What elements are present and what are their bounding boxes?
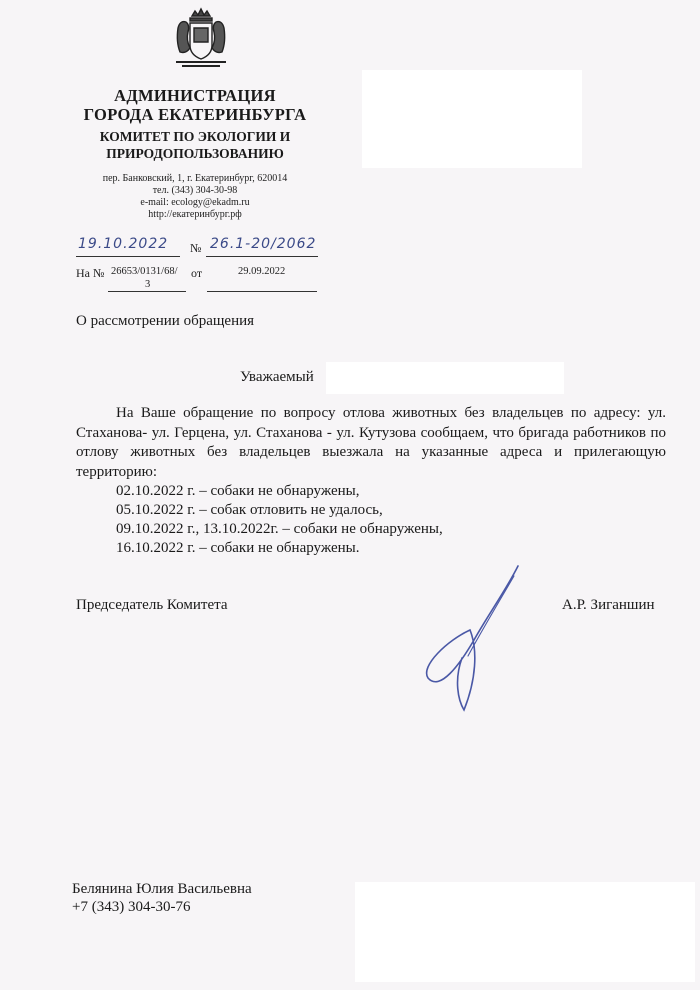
reply-number-line1: 26653/0131/68/: [111, 266, 178, 277]
org-email: e-mail: ecology@ekadm.ru: [140, 197, 250, 208]
greeting: Уважаемый: [240, 369, 314, 385]
letter-subject: О рассмотрении обращения: [76, 313, 255, 329]
signatory-name: А.Р. Зиганшин: [562, 597, 655, 613]
org-address: пер. Банковский, 1, г. Екатеринбург, 620014: [102, 173, 288, 184]
outgoing-date: 19.10.2022: [78, 236, 169, 252]
executor-phone: +7 (343) 304-30-76: [72, 899, 191, 915]
outgoing-number: 26.1-20/2062: [210, 236, 317, 252]
coat-of-arms-icon: [168, 6, 234, 72]
reply-date-underline: [207, 291, 317, 292]
org-name-line1: АДМИНИСТРАЦИЯ: [114, 86, 276, 105]
reply-prefix: На №: [76, 266, 105, 280]
from-label: от: [191, 266, 203, 280]
org-name-line2: ГОРОДА ЕКАТЕРИНБУРГА: [83, 105, 307, 124]
signatory-position: Председатель Комитета: [76, 597, 228, 613]
reply-date: 29.09.2022: [238, 266, 286, 277]
number-sign: №: [190, 241, 202, 255]
executor-name: Белянина Юлия Васильевна: [72, 881, 252, 897]
redacted-addressee: [362, 70, 582, 168]
reply-number-line2: 3: [145, 279, 151, 290]
committee-name-line2: ПРИРОДОПОЛЬЗОВАНИЮ: [106, 146, 284, 161]
list-item: 09.10.2022 г., 13.10.2022г. – собаки не обнаружены,: [116, 521, 443, 537]
redacted-recipient-name: [326, 362, 564, 394]
org-phone: тел. (343) 304-30-98: [152, 185, 238, 196]
body-paragraph: На Ваше обращение по вопросу отлова животных без владельцев по адресу: ул. Стаханова- ул. Герцена, ул. Стаханова - ул. Кутузова сообщаем, что бригада работников по отлову животных без владельцев выезжала на указанные адреса и прилегающую территорию:: [76, 405, 666, 480]
handwritten-signature: [418, 560, 528, 720]
date-underline: [76, 256, 180, 257]
org-website: http://екатеринбург.рф: [148, 209, 242, 220]
list-item: 16.10.2022 г. – собаки не обнаружены.: [116, 540, 360, 556]
committee-name-line1: КОМИТЕТ ПО ЭКОЛОГИИ И: [99, 129, 291, 144]
list-item: 02.10.2022 г. – собаки не обнаружены,: [116, 483, 360, 499]
reply-number-underline: [108, 291, 186, 292]
list-item: 05.10.2022 г. – собак отловить не удалось,: [116, 502, 383, 518]
number-underline: [206, 256, 318, 257]
redacted-footer-block: [355, 882, 695, 982]
